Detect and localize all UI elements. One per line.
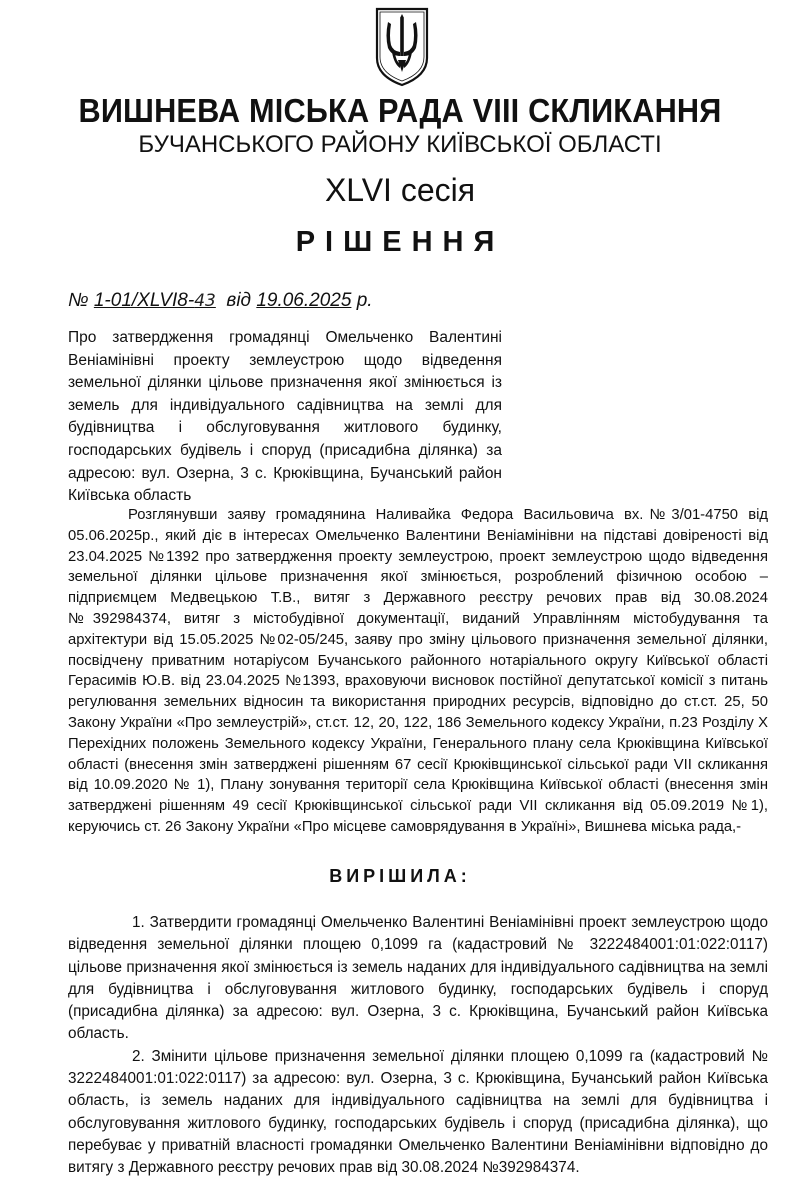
year-suffix: р. [356, 290, 373, 311]
decision-subject: Про затвердження громадянці Омельченко Валентині Веніамінівні проекту землеустрою щодо відведення земельної ділянки цільове призначення якої змінюється із земель для індивідуального садівництва на землі для будівництва і обслуговування житлового будинку, господарських будівель і споруд (присадибна ділянка) за адресою: вул. Озерна, 3 с. Крюківщина, Бучанський район Київська область [68, 329, 502, 505]
resolved-heading: ВИРІШИЛА: [329, 866, 471, 886]
preamble-paragraph: Розглянувши заяву громадянина Наливайка Федора Васильовича вх.№3/01-4750 від 05.06.2025р., який діє в інтересах Омельченко Валентини Веніамінівни на підставі довіреності від 23.04.2025 №1392 про затвердження проекту землеустрою, проект землеустрою щодо відведення земельної ділянки цільове призначення якої змінюється, розроблений фізичною особою – підприємцем Медвецькою Т.В., витяг з Державного реєстру речових прав від 30.08.2024 №392984374, витяг з містобудівної документації, виданий Управлінням містобудування та архітектури від 15.05.2025 №02-05/245, заяву про зміну цільового призначення земельної ділянки, посвідчену приватним нотаріусом Бучанського районного нотаріального округу Київської області Герасимів Ю.В. від 23.04.2025 №1393, враховуючи висновок постійної депутатської комісії з питань регулювання земельних відносин та використання природних ресурсів, відповідно до ст.ст. 25, 50 Закону України «Про землеустрій», ст.ст. 12, 20, 122, 186 Земельного кодексу України, п.23 Розділу X Перехідних положень Земельного кодексу України, Генерального плану села Крюківщина Київської області (внесення змін затверджені рішенням 67 сесії Крюківщинської сільської ради VII скликання від 10.09.2020 № 1), Плану зонування території села Крюківщина Київської області (внесення змін затверджені рішенням 49 сесії Крюківщинської сільської ради VII скликання від 05.09.2019 №1), керуючись ст. 26 Закону України «Про місцеве самоврядування в Україні», Вишнева міська рада,- [68, 507, 768, 835]
decision-number [94, 290, 216, 311]
number-label: № [68, 290, 89, 311]
decision-number-handwritten: 43 [194, 291, 216, 311]
decision-date: 19.06.2025 [256, 290, 352, 311]
coat-of-arms-icon [374, 6, 430, 88]
preamble [68, 505, 768, 838]
decision-number-line [68, 290, 373, 312]
document-type-title: РІШЕННЯ [295, 226, 505, 258]
decision-number-printed: 1-01/XLVI8- [93, 290, 195, 311]
session-title: XLVI сесія [324, 172, 476, 208]
resolution-items [68, 912, 768, 1180]
council-name: ВИШНЕВА МІСЬКА РАДА VIII СКЛИКАННЯ [78, 92, 722, 129]
date-label: від [226, 290, 252, 311]
district-name: БУЧАНСЬКОГО РАЙОНУ КИЇВСЬКОЇ ОБЛАСТІ [138, 131, 662, 158]
resolution-item-1: 1. Затвердити громадянці Омельченко Валентині Веніамінівні проект землеустрою щодо відведення земельної ділянки площею 0,1099 га (кадастровий № 3222484001:01:022:0117) цільове призначення якої змінюється із земель наданих для індивідуального садівництва на землі для будівництва і обслуговування житлового будинку, господарських будівель і споруд (присадибна ділянка) за адресою: вул. Озерна, 3 с. Крюківщина, Бучанський район Київська область. [68, 914, 768, 1043]
resolution-item-2: 2. Змінити цільове призначення земельної ділянки площею 0,1099 га (кадастровий № 3222484001:01:022:0117) за адресою: вул. Озерна, 3 с. Крюківщина, Бучанський район Київська область, із земель наданих для індивідуального садівництва на землі для будівництва і обслуговування житлового будинку, господарських будівель і споруд (присадибна ділянка), що перебуває у приватній власності громадянки Омельченко Валентини Веніамінівни відповідно до витягу з Державного реєстру речових прав від 30.08.2024 №392984374. [68, 1047, 768, 1177]
